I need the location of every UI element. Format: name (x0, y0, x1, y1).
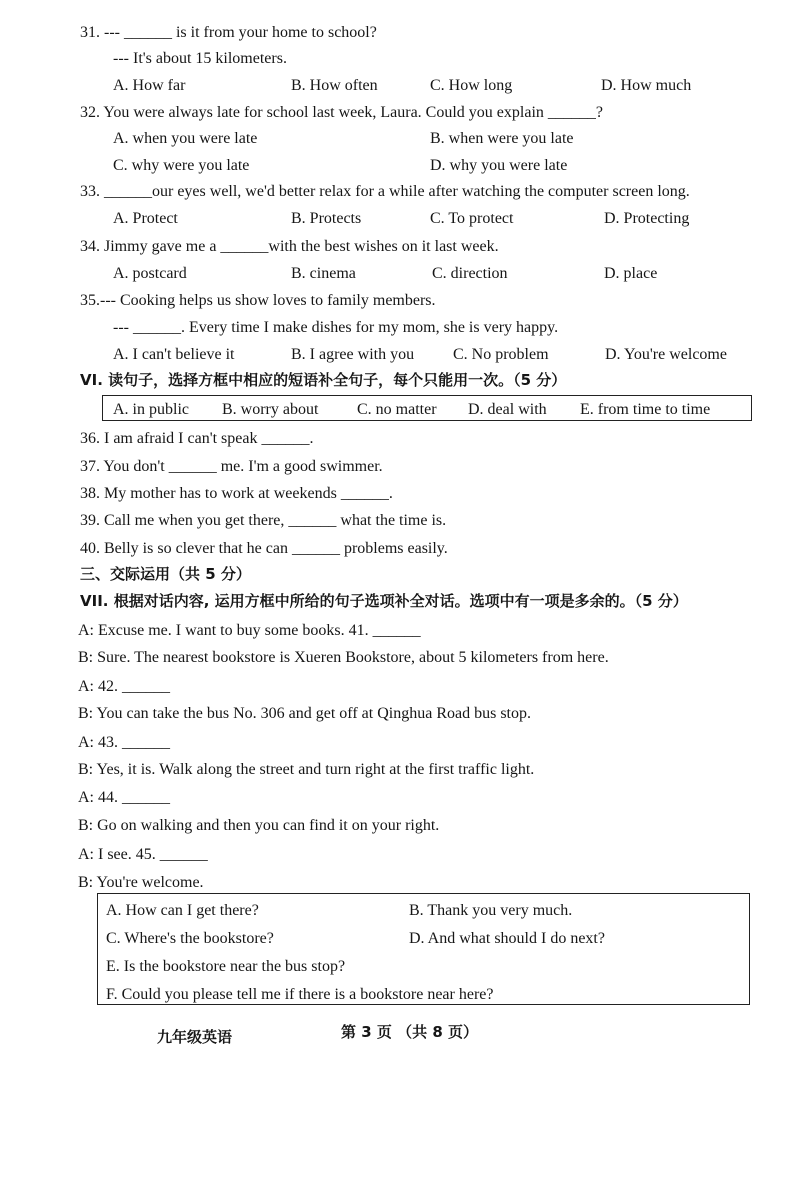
dialogue-line-1: A: Excuse me. I want to buy some books. 41. ______ (78, 622, 421, 639)
part-3-heading: 三、交际运用（共 5 分） (80, 565, 251, 583)
q32-option-a: A. when you were late (113, 130, 258, 147)
sentence-option-f: F. Could you please tell me if there is a bookstore near here? (106, 986, 494, 1003)
phrase-option-a: A. in public (113, 401, 189, 418)
footer-subject: 九年级英语 (157, 1028, 233, 1046)
question-34-stem: 34. Jimmy gave me a ______with the best wishes on it last week. (80, 238, 499, 255)
dialogue-line-9: A: I see. 45. ______ (78, 846, 208, 863)
dialogue-line-5: A: 43. ______ (78, 734, 170, 751)
q32-option-c: C. why were you late (113, 157, 250, 174)
q32-option-b: B. when were you late (430, 130, 574, 147)
q35-option-a: A. I can't believe it (113, 346, 235, 363)
sentence-option-b: B. Thank you very much. (409, 902, 573, 919)
q35-option-c: C. No problem (453, 346, 549, 363)
phrase-option-b: B. worry about (222, 401, 319, 418)
q31-option-a: A. How far (113, 77, 186, 94)
question-35-stem: 35.--- Cooking helps us show loves to family members. (80, 292, 436, 309)
q34-option-c: C. direction (432, 265, 508, 282)
q31-option-b: B. How often (291, 77, 378, 94)
question-36: 36. I am afraid I can't speak ______. (80, 430, 314, 447)
q34-option-d: D. place (604, 265, 658, 282)
dialogue-line-4: B: You can take the bus No. 306 and get off at Qinghua Road bus stop. (78, 705, 531, 722)
question-38: 38. My mother has to work at weekends ______. (80, 485, 393, 502)
q33-option-c: C. To protect (430, 210, 514, 227)
q34-option-a: A. postcard (113, 265, 187, 282)
q33-option-d: D. Protecting (604, 210, 690, 227)
dialogue-line-10: B: You're welcome. (78, 874, 204, 891)
question-31-answer-line: --- It's about 15 kilometers. (113, 50, 287, 67)
dialogue-line-8: B: Go on walking and then you can find it on your right. (78, 817, 440, 834)
question-33-stem: 33. ______our eyes well, we'd better relax for a while after watching the computer screen long. (80, 183, 690, 200)
phrase-option-e: E. from time to time (580, 401, 711, 418)
question-31-stem: 31. --- ______ is it from your home to school? (80, 24, 377, 41)
dialogue-line-7: A: 44. ______ (78, 789, 170, 806)
q35-option-d: D. You're welcome (605, 346, 727, 363)
sentence-option-c: C. Where's the bookstore? (106, 930, 274, 947)
question-39: 39. Call me when you get there, ______ what the time is. (80, 512, 447, 529)
sentence-option-a: A. How can I get there? (106, 902, 259, 919)
phrase-option-d: D. deal with (468, 401, 547, 418)
q31-option-c: C. How long (430, 77, 513, 94)
sentence-option-e: E. Is the bookstore near the bus stop? (106, 958, 346, 975)
dialogue-line-3: A: 42. ______ (78, 678, 170, 695)
section-7-heading: VII. 根据对话内容, 运用方框中所给的句子选项补全对话。选项中有一项是多余的。（5 分） (80, 592, 688, 610)
phrase-option-c: C. no matter (357, 401, 437, 418)
q31-option-d: D. How much (601, 77, 692, 94)
question-37: 37. You don't ______ me. I'm a good swimmer. (80, 458, 383, 475)
section-6-heading: VI. 读句子，选择方框中相应的短语补全句子，每个只能用一次。（5 分） (80, 371, 567, 389)
question-32-stem: 32. You were always late for school last week, Laura. Could you explain ______? (80, 104, 603, 121)
footer-page-number: 第 3 页 （共 8 页） (341, 1023, 478, 1041)
q32-option-d: D. why you were late (430, 157, 568, 174)
dialogue-line-6: B: Yes, it is. Walk along the street and turn right at the first traffic light. (78, 761, 535, 778)
q35-option-b: B. I agree with you (291, 346, 415, 363)
question-35-answer-line: --- ______. Every time I make dishes for my mom, she is very happy. (113, 319, 559, 336)
question-40: 40. Belly is so clever that he can ______ problems easily. (80, 540, 448, 557)
q33-option-a: A. Protect (113, 210, 178, 227)
dialogue-line-2: B: Sure. The nearest bookstore is Xueren Bookstore, about 5 kilometers from here. (78, 649, 609, 666)
q33-option-b: B. Protects (291, 210, 362, 227)
q34-option-b: B. cinema (291, 265, 356, 282)
sentence-option-d: D. And what should I do next? (409, 930, 605, 947)
